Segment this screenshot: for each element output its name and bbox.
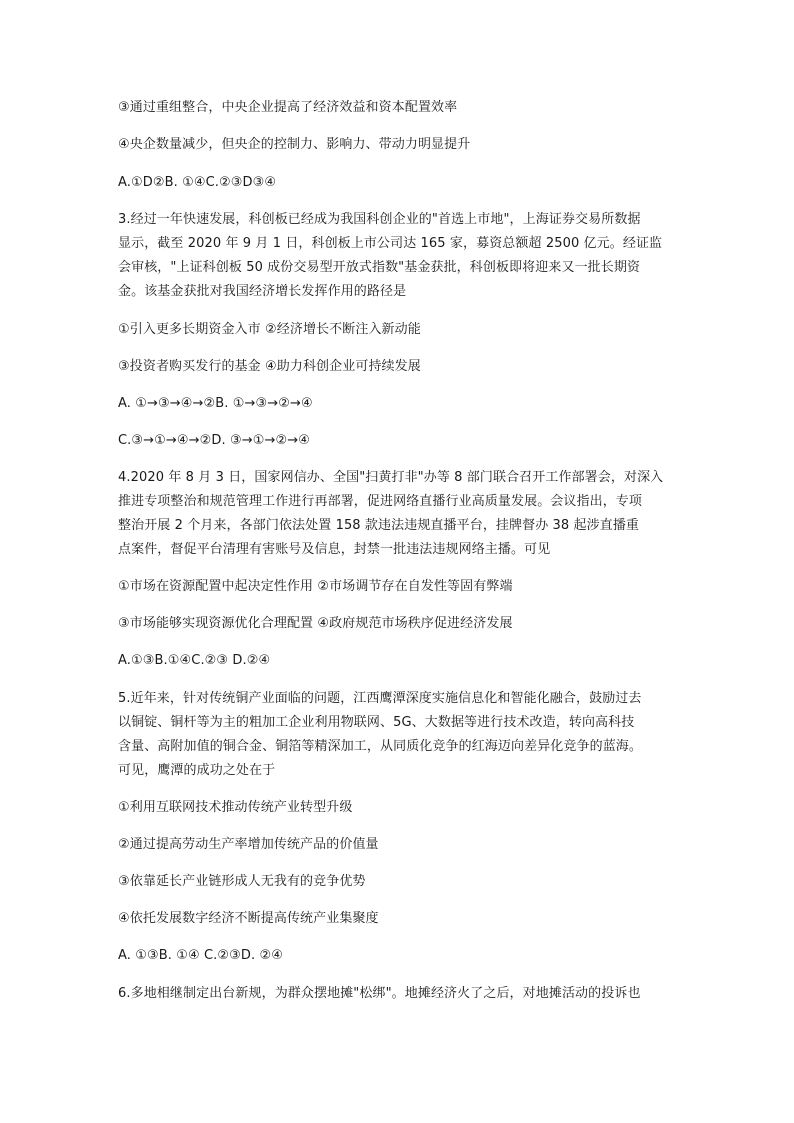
- text-line: ③依靠延长产业链形成人无我有的竞争优势: [118, 874, 366, 889]
- question-4-text: 整治开展 2 个月来，各部门依法处置 158 款违法违规直播平台，挂牌督办 38 起涉直播重: [118, 518, 640, 533]
- answer-options: A.①③B.①④C.②③ D.②④: [118, 653, 271, 668]
- text-line: ③通过重组整合，中央企业提高了经济效益和资本配置效率: [118, 100, 458, 115]
- question-5-text: 可见，鹰潭的成功之处在于: [118, 763, 276, 778]
- text-line: ①引入更多长期资金入市 ②经济增长不断注入新动能: [118, 322, 421, 337]
- text-line: ③市场能够实现资源优化合理配置 ④政府规范市场秩序促进经济发展: [118, 616, 513, 631]
- text-line: ①市场在资源配置中起决定性作用 ②市场调节存在自发性等固有弊端: [118, 579, 513, 594]
- answer-options: C.③→①→④→②D. ③→①→②→④: [118, 433, 310, 448]
- answer-options: A. ①③B. ①④ C.②③D. ②④: [118, 948, 283, 963]
- question-3-text: 金。该基金获批对我国经济增长发挥作用的路径是: [118, 284, 407, 299]
- question-5-text: 5.近年来，针对传统铜产业面临的问题，江西鹰潭深度实施信息化和智能化融合，鼓励过去: [118, 691, 642, 706]
- question-5-text: 含量、高附加值的铜合金、铜箔等精深加工，从同质化竞争的红海迈向差异化竞争的蓝海。: [118, 739, 643, 754]
- question-5-text: 以铜锭、铜杆等为主的粗加工企业利用物联网、5G、大数据等进行技术改造，转向高科技: [118, 715, 635, 730]
- text-line: ③投资者购买发行的基金 ④助力科创企业可持续发展: [118, 359, 421, 374]
- question-3-text: 3.经过一年快速发展，科创板已经成为我国科创企业的"首选上市地"，上海证券交易所数据: [118, 212, 641, 227]
- text-line: ④央企数量减少，但央企的控制力、影响力、带动力明显提升: [118, 137, 471, 152]
- question-6-text: 6.多地相继制定出台新规，为群众摆地摊"松绑"。地摊经济火了之后，对地摊活动的投诉也: [118, 986, 641, 1001]
- question-3-text: 会审核，"上证科创板 50 成份交易型开放式指数"基金获批，科创板即将迎来又一批长期资: [118, 260, 641, 275]
- question-3-text: 显示，截至 2020 年 9 月 1 日，科创板上市公司达 165 家，募资总额超 2500 亿元。经证监: [118, 236, 663, 251]
- text-line: ①利用互联网技术推动传统产业转型升级: [118, 800, 353, 815]
- question-4-text: 推进专项整治和规范管理工作进行再部署，促进网络直播行业高质量发展。会议指出，专项: [118, 494, 643, 509]
- text-line: ②通过提高劳动生产率增加传统产品的价值量: [118, 837, 379, 852]
- text-line: ④依托发展数字经济不断提高传统产业集聚度: [118, 911, 379, 926]
- question-4-text: 4.2020 年 8 月 3 日，国家网信办、全国"扫黄打非"办等 8 部门联合召开工作部署会，对深入: [118, 470, 664, 485]
- question-4-text: 点案件，督促平台清理有害账号及信息，封禁一批违法违规网络主播。可见: [118, 542, 551, 557]
- answer-options: A.①D②B. ①④C.②③D③④: [118, 175, 277, 190]
- answer-options: A. ①→③→④→②B. ①→③→②→④: [118, 396, 313, 411]
